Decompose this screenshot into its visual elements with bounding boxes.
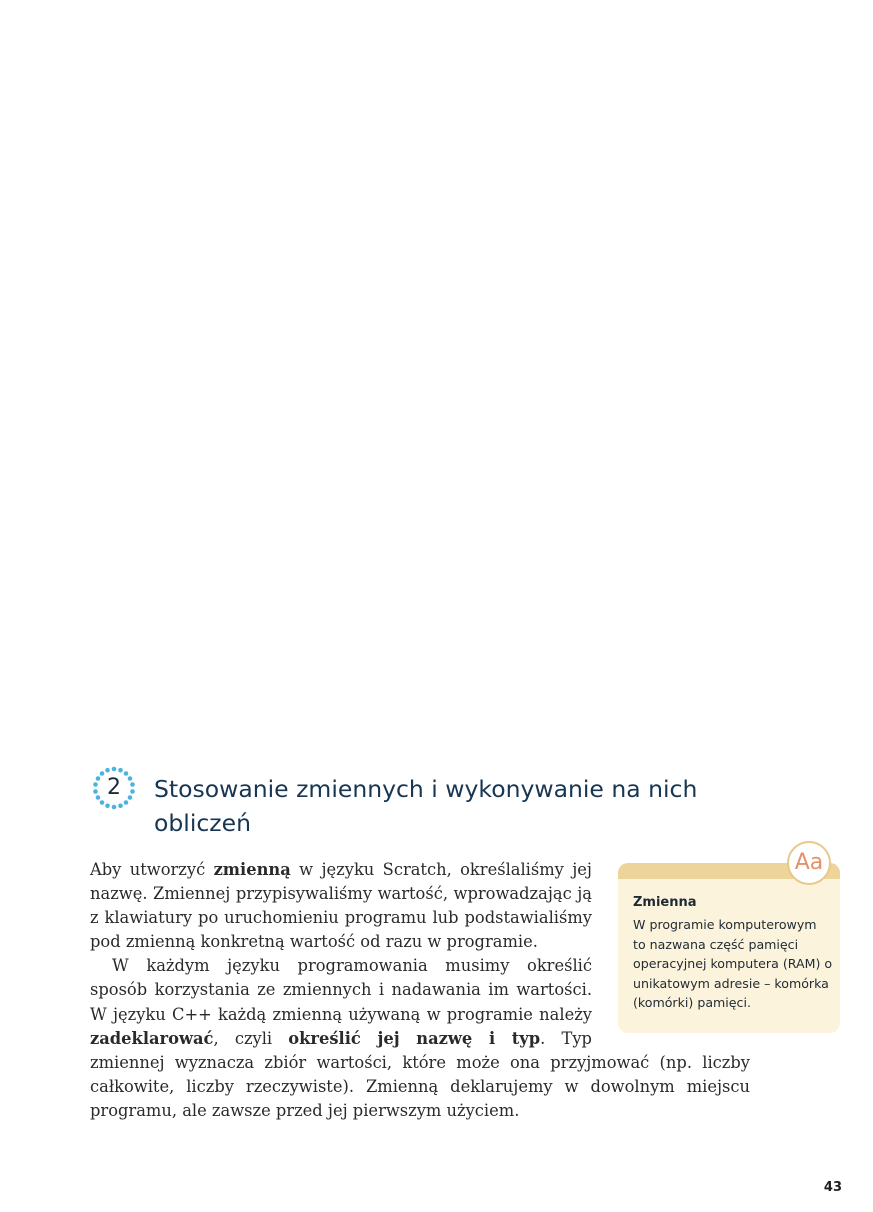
page-number: 43 [823, 1180, 842, 1195]
term-zadeklarowac: zadeklarować [90, 1028, 214, 1048]
term-nazwa-i-typ: określić jej nazwę i typ [288, 1028, 541, 1048]
section-number: 2 [107, 775, 121, 800]
section-number-badge [92, 766, 136, 810]
glossary-term: Zmienna [633, 895, 697, 910]
term-zmienna: zmienną [213, 860, 291, 879]
glossary-box [618, 850, 840, 1033]
paragraph-2: W każdym języku programowania musimy określić sposób korzystania ze zmiennych i nadawania im wartości. W języku C++ każdą zmienną używaną w programie należy zadeklarować, czyli określić jej nazwę i typ. Typ zmiennej wyznacza zbiór wartości, które może ona przyjmować (np. liczby całkowite, liczby rzeczywiste). Zmienną deklarujemy w dowolnym miejscu programu, ale zawsze przed jej pierwszym użyciem. [90, 956, 750, 1120]
dictionary-icon: Aa [787, 841, 831, 885]
glossary-definition: W programie komputerowym to nazwana część pamięci operacyjnej komputera (RAM) o unikatowym adresie – komórka (komórki) pamięci. [633, 917, 833, 1010]
section-title: Stosowanie zmiennych i wykonywanie na nich obliczeń [154, 775, 698, 837]
paragraph-1: Aby utworzyć zmienną w języku Scratch, określaliśmy jej nazwę. Zmiennej przypisywaliśmy wartość, wprowadzając ją z klawiatury po uruchomieniu programu lub podstawialiśmy pod zmienną konkretną wartość od razu w programie. [90, 860, 592, 952]
